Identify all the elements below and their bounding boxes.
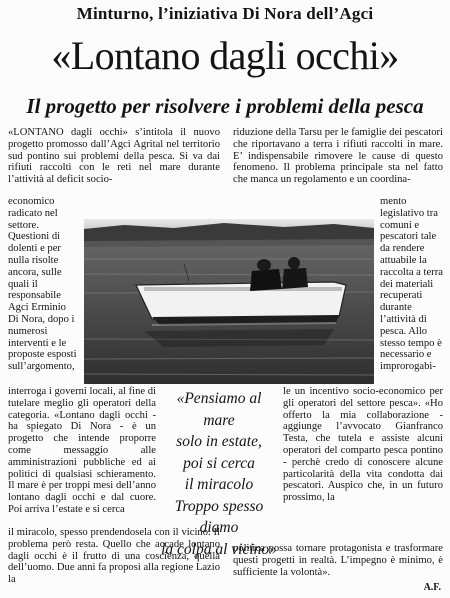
subtitle: Il progetto per risolvere i problemi della pesca xyxy=(26,94,424,118)
paragraph: interroga i governi locali, al fine di tutelare meglio gli operatori della categoria. «Lontano dagli occhi - ha spiegato Di Nora - è un progetto che intende proporre come messaggio alle amministrazioni pubbliche ed ai politici di qualsiasi schieramento. Il mare è per troppi mesi dell’anno lontano dagli occhi e dal cuore. Poi arriva l’estate e si cerca xyxy=(8,386,156,515)
body-text-narrow-right xyxy=(380,196,444,373)
paragraph: il miracolo, spesso prendendosela con il vicino. Il problema però resta. Quello che accade lontano dagli occhi è il frutto di una coscienza, quella dell’uomo. Due anni fa proposi alla regione Lazio la xyxy=(8,527,220,586)
body-text-left-top xyxy=(8,127,220,186)
body-text-right-top xyxy=(233,127,443,186)
pull-quote-line: poi si cerca xyxy=(183,454,255,472)
photo-image xyxy=(84,219,374,384)
kicker: Minturno, l’iniziativa Di Nora dell’Agci xyxy=(76,4,374,23)
body-text-left-bottom xyxy=(8,386,156,516)
fishing-boat-photo xyxy=(84,219,374,384)
body-text-narrow-left xyxy=(8,196,78,373)
paragraph: mento legislativo tra comuni e pescatori tale da rendere attuabile la raccolta a terra dei materiali recuperati durante l’attività di pesca. Allo stesso tempo è necessario e improrogabi- xyxy=(380,196,443,373)
paragraph: economico radicato nel settore. Questioni di dolenti e per nulla risolte ancora, sulle quali il responsabile Agci Erminio Di Nora, dopo i numerosi interventi e le proposte esposti sull’argomento, xyxy=(8,196,77,373)
paragraph: «LONTANO dagli occhi» s’intitola il nuovo progetto promosso dall’Agci Agrital nel territorio sud pontino sui problemi della pesca. Si va dai rifiuti raccolti con le reti nel mare durante l’attività al deficit socio- xyxy=(8,127,220,186)
body-text-right-full xyxy=(233,543,443,578)
pull-quote-line: la colpa al vicino» xyxy=(161,540,277,558)
paragraph: riduzione della Tarsu per le famiglie dei pescatori che riportavano a terra i rifiuti raccolti in mare. E’ indispensabile rimovere le cause di questo fenomeno. Il problema principale sta nel fatto che manca un regolamento e un coordina- xyxy=(233,127,443,186)
pull-quote-line: solo in estate, xyxy=(176,433,262,450)
pull-quote-line: «Pensiamo al mare xyxy=(176,390,262,429)
paragraph: politica possa tornare protagonista e trasformare questi progetti in realtà. L’impegno è minimo, è sufficiente la volontà». xyxy=(233,543,443,578)
headline: «Lontano dagli occhi» xyxy=(51,33,399,78)
pull-quote xyxy=(160,388,278,560)
paragraph: le un incentivo socio-economico per gli operatori del settore pesca». «Ho offerto la mia collaborazione - aggiunge l’avvocato Gianfranco Testa, che tutela e assiste alcuni operatori del comparto pesca pontino - perchè credo di conoscere alcune particolarità della vita condotta dai pescatori. Auspico che, in un futuro prossimo, la xyxy=(283,386,443,504)
author-signature: A.F. xyxy=(423,582,441,593)
body-text-right-bottom xyxy=(283,386,443,504)
pull-quote-line: Troppo spesso diamo xyxy=(174,497,264,536)
pull-quote-line: il miracolo xyxy=(184,476,254,493)
